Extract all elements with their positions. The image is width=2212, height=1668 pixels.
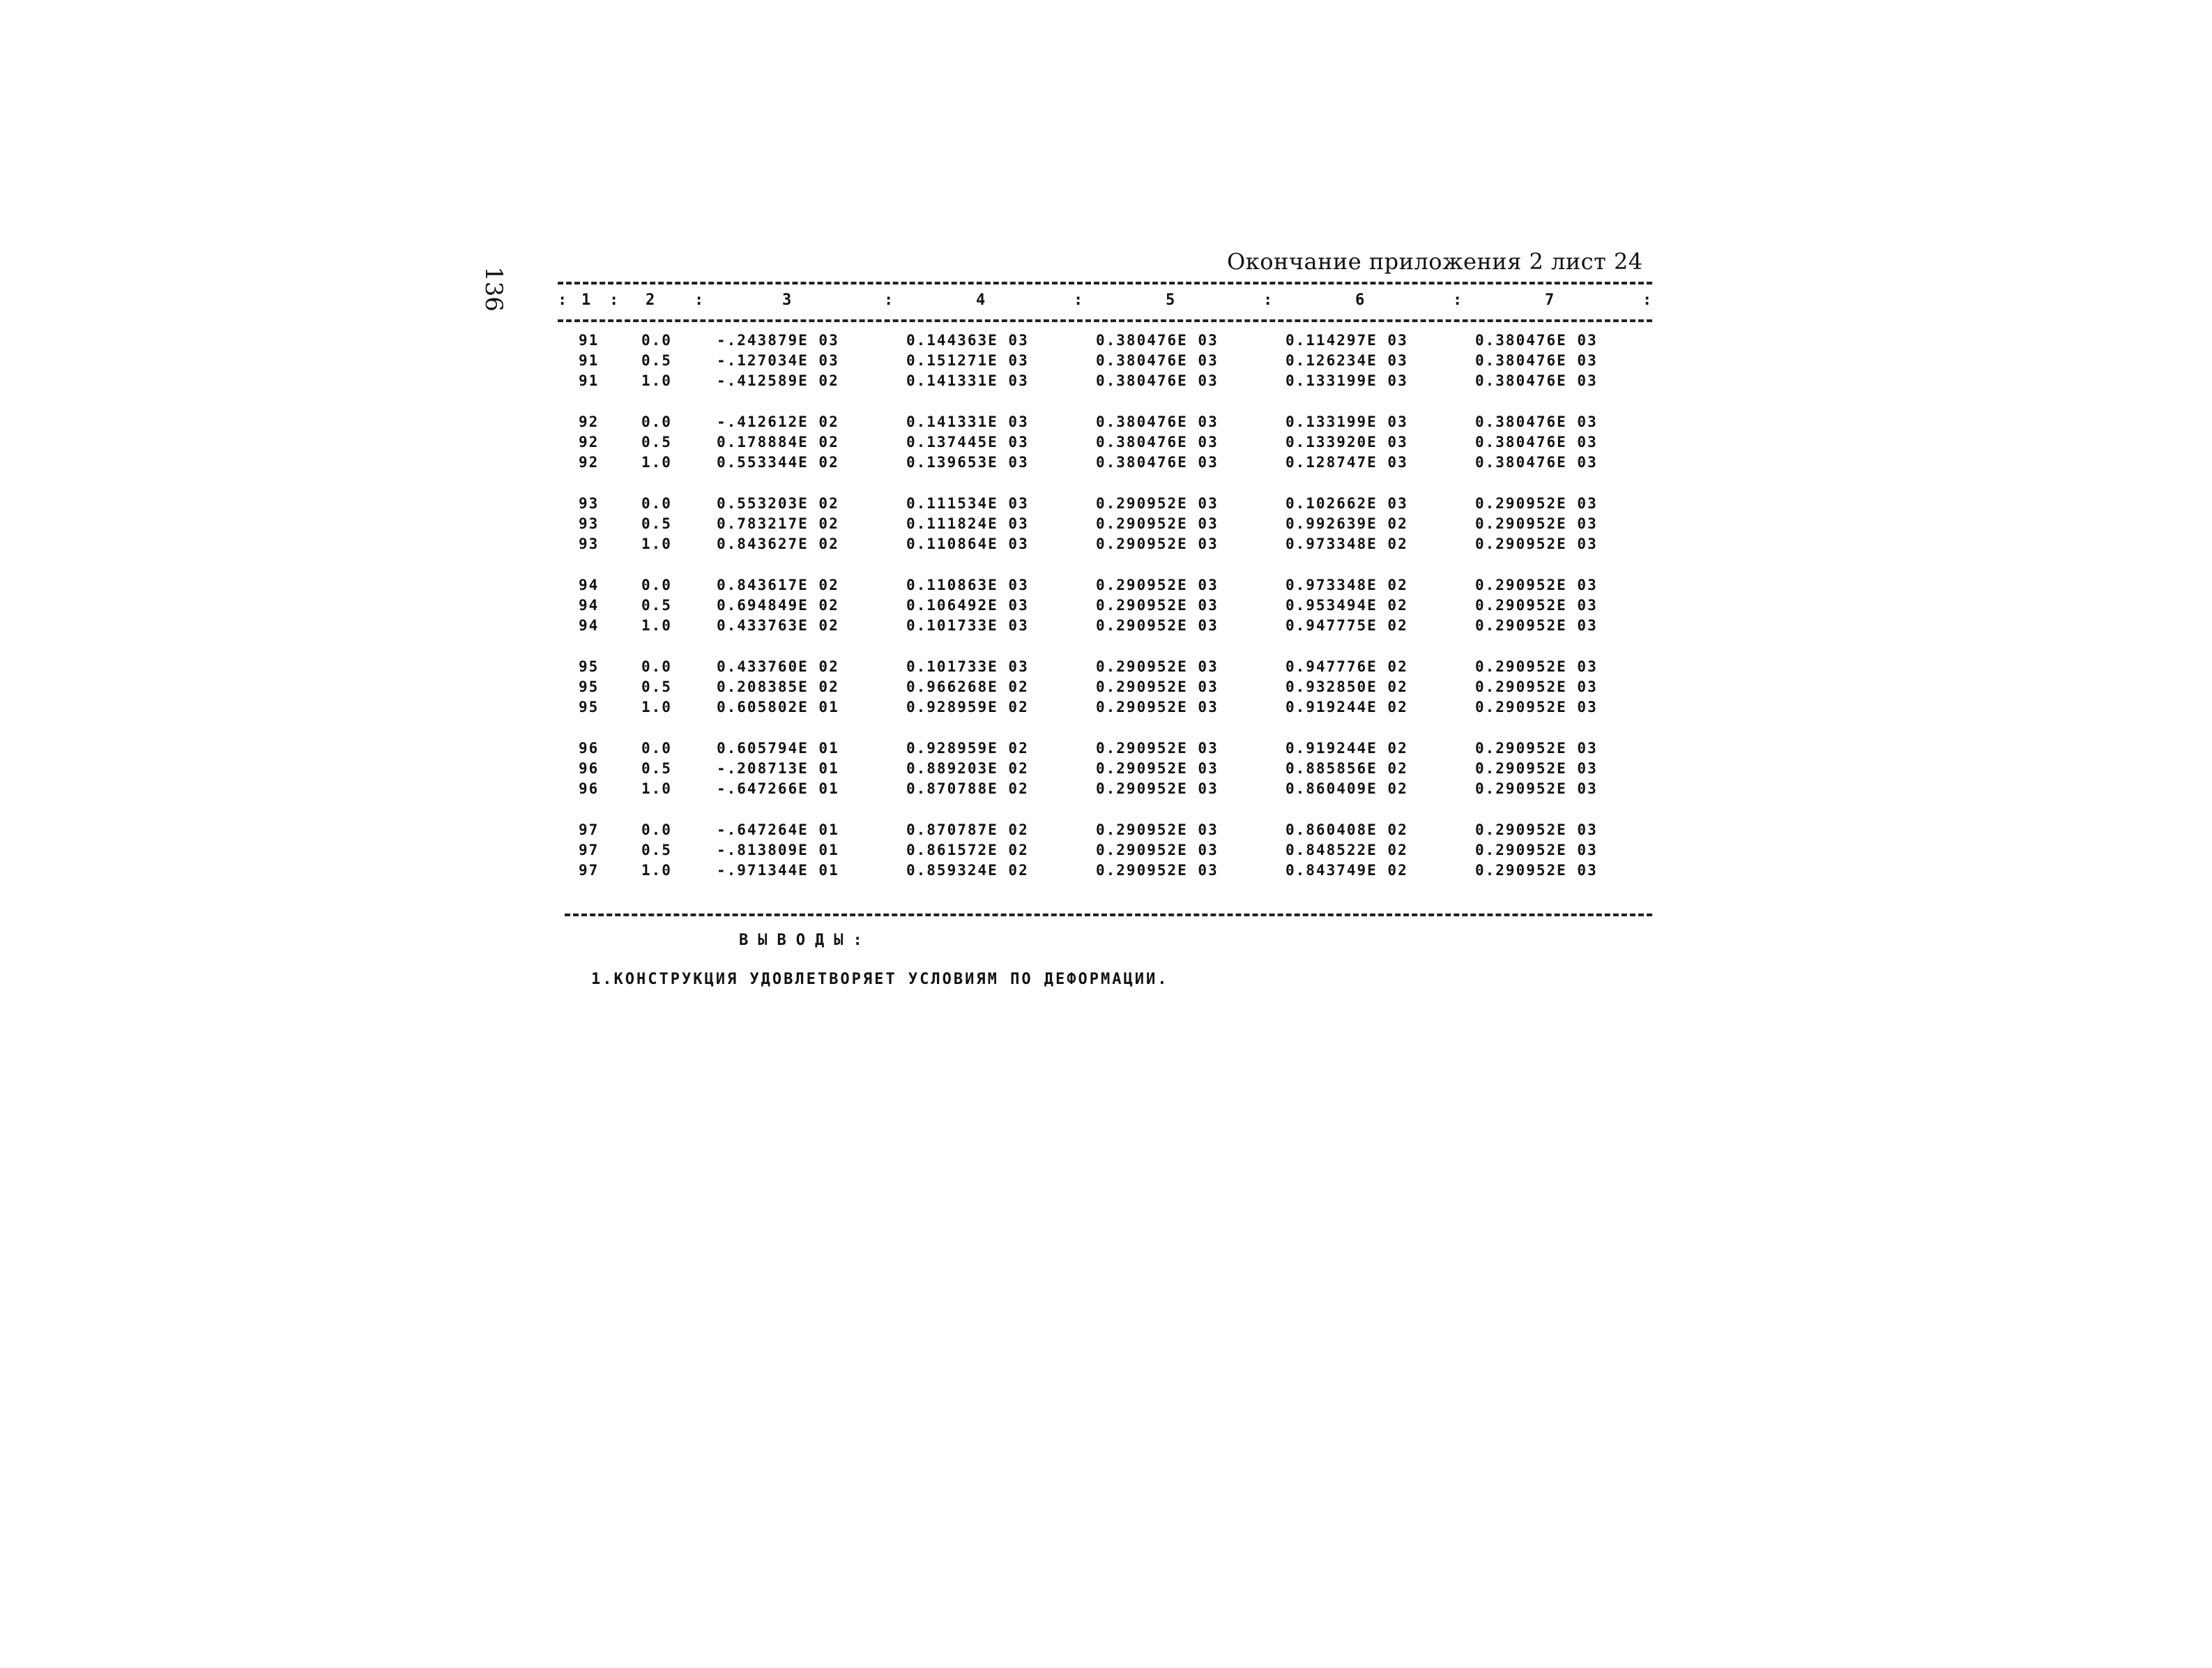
table-cell-col-4: 0.139653E 03 xyxy=(906,454,1029,471)
row-group xyxy=(558,821,1652,882)
table-cell-col-6: 0.973348E 02 xyxy=(1286,536,1408,552)
table-cell-col-7: 0.380476E 03 xyxy=(1475,372,1598,389)
column-separator: : xyxy=(1263,291,1273,309)
table-row xyxy=(558,495,1652,515)
table-cell-col-1: 92 xyxy=(579,414,600,430)
table-cell-col-5: 0.290952E 03 xyxy=(1096,740,1219,757)
table-row xyxy=(558,454,1652,474)
table-cell-col-3: 0.178884E 02 xyxy=(717,434,839,450)
table-cell-col-5: 0.290952E 03 xyxy=(1096,821,1219,838)
column-header-5: 5 xyxy=(1166,291,1175,309)
table-cell-col-7: 0.290952E 03 xyxy=(1475,577,1598,593)
table-cell-col-3: -.647264E 01 xyxy=(717,821,839,838)
table-row xyxy=(558,515,1652,536)
column-separator: : xyxy=(1074,291,1083,309)
bottom-rule xyxy=(565,913,1652,916)
table-cell-col-1: 93 xyxy=(579,536,600,552)
table-cell-col-7: 0.380476E 03 xyxy=(1475,454,1598,471)
table-cell-col-2: 0.0 xyxy=(641,821,672,838)
table-cell-col-7: 0.380476E 03 xyxy=(1475,434,1598,450)
table-cell-col-6: 0.860408E 02 xyxy=(1286,821,1408,838)
table-cell-col-1: 96 xyxy=(579,760,600,777)
table-cell-col-6: 0.848522E 02 xyxy=(1286,842,1408,858)
table-cell-col-7: 0.290952E 03 xyxy=(1475,617,1598,634)
table-cell-col-4: 0.110863E 03 xyxy=(906,577,1029,593)
column-header-3: 3 xyxy=(782,291,792,309)
table-cell-col-5: 0.380476E 03 xyxy=(1096,454,1219,471)
table-cell-col-5: 0.290952E 03 xyxy=(1096,536,1219,552)
table-cell-col-2: 0.5 xyxy=(641,515,672,532)
row-group xyxy=(558,332,1652,393)
table-cell-col-4: 0.966268E 02 xyxy=(906,678,1029,695)
table-cell-col-4: 0.870788E 02 xyxy=(906,780,1029,797)
table-cell-col-3: -.208713E 01 xyxy=(717,760,839,777)
table-cell-col-2: 1.0 xyxy=(641,454,672,471)
table-cell-col-1: 91 xyxy=(579,332,600,349)
table-cell-col-5: 0.290952E 03 xyxy=(1096,515,1219,532)
table-cell-col-7: 0.380476E 03 xyxy=(1475,332,1598,349)
table-cell-col-2: 0.0 xyxy=(641,414,672,430)
table-cell-col-5: 0.290952E 03 xyxy=(1096,842,1219,858)
table-cell-col-2: 0.0 xyxy=(641,332,672,349)
table-cell-col-1: 94 xyxy=(579,577,600,593)
column-header-2: 2 xyxy=(646,291,655,309)
table-cell-col-1: 95 xyxy=(579,658,600,675)
table-cell-col-2: 1.0 xyxy=(641,617,672,634)
results-table xyxy=(558,332,1652,903)
table-cell-col-3: -.647266E 01 xyxy=(717,780,839,797)
table-cell-col-3: 0.843627E 02 xyxy=(717,536,839,552)
table-cell-col-7: 0.290952E 03 xyxy=(1475,678,1598,695)
table-row xyxy=(558,434,1652,454)
table-row xyxy=(558,821,1652,842)
header-rule xyxy=(558,319,1652,322)
table-cell-col-7: 0.290952E 03 xyxy=(1475,862,1598,879)
column-header-row xyxy=(558,291,1652,317)
column-header-7: 7 xyxy=(1545,291,1555,309)
table-cell-col-5: 0.290952E 03 xyxy=(1096,658,1219,675)
table-cell-col-6: 0.992639E 02 xyxy=(1286,515,1408,532)
table-cell-col-3: 0.605794E 01 xyxy=(717,740,839,757)
table-row xyxy=(558,760,1652,780)
table-cell-col-7: 0.290952E 03 xyxy=(1475,821,1598,838)
column-separator: : xyxy=(1453,291,1463,309)
table-cell-col-7: 0.290952E 03 xyxy=(1475,760,1598,777)
table-cell-col-4: 0.859324E 02 xyxy=(906,862,1029,879)
table-cell-col-1: 92 xyxy=(579,454,600,471)
table-cell-col-4: 0.111534E 03 xyxy=(906,495,1029,512)
table-cell-col-4: 0.151271E 03 xyxy=(906,352,1029,369)
column-separator: : xyxy=(1642,291,1652,309)
table-cell-col-1: 92 xyxy=(579,434,600,450)
table-cell-col-6: 0.932850E 02 xyxy=(1286,678,1408,695)
row-group xyxy=(558,414,1652,474)
table-cell-col-1: 96 xyxy=(579,780,600,797)
table-row xyxy=(558,617,1652,637)
table-cell-col-5: 0.290952E 03 xyxy=(1096,617,1219,634)
table-cell-col-1: 95 xyxy=(579,678,600,695)
table-cell-col-6: 0.919244E 02 xyxy=(1286,699,1408,715)
table-cell-col-2: 0.0 xyxy=(641,740,672,757)
header-note: Окончание приложения 2 лист 24 xyxy=(1227,248,1643,275)
table-row xyxy=(558,536,1652,556)
table-cell-col-6: 0.947775E 02 xyxy=(1286,617,1408,634)
table-cell-col-3: 0.843617E 02 xyxy=(717,577,839,593)
column-header-6: 6 xyxy=(1355,291,1365,309)
table-cell-col-1: 93 xyxy=(579,495,600,512)
table-cell-col-3: -.412612E 02 xyxy=(717,414,839,430)
table-cell-col-4: 0.110864E 03 xyxy=(906,536,1029,552)
table-cell-col-4: 0.141331E 03 xyxy=(906,372,1029,389)
top-rule xyxy=(558,282,1652,285)
table-cell-col-4: 0.870787E 02 xyxy=(906,821,1029,838)
table-cell-col-7: 0.290952E 03 xyxy=(1475,842,1598,858)
row-group xyxy=(558,740,1652,801)
column-separator: : xyxy=(694,291,704,309)
table-row xyxy=(558,332,1652,352)
table-cell-col-5: 0.290952E 03 xyxy=(1096,678,1219,695)
table-cell-col-3: 0.553203E 02 xyxy=(717,495,839,512)
table-cell-col-5: 0.290952E 03 xyxy=(1096,597,1219,614)
table-row xyxy=(558,414,1652,434)
conclusions-text: 1.КОНСТРУКЦИЯ УДОВЛЕТВОРЯЕТ УСЛОВИЯМ ПО ДЕФОРМАЦИИ. xyxy=(591,971,1169,988)
table-cell-col-1: 96 xyxy=(579,740,600,757)
table-cell-col-7: 0.290952E 03 xyxy=(1475,740,1598,757)
column-header-4: 4 xyxy=(976,291,986,309)
table-cell-col-7: 0.290952E 03 xyxy=(1475,597,1598,614)
table-cell-col-4: 0.106492E 03 xyxy=(906,597,1029,614)
table-cell-col-1: 97 xyxy=(579,862,600,879)
table-cell-col-6: 0.102662E 03 xyxy=(1286,495,1408,512)
table-cell-col-2: 1.0 xyxy=(641,780,672,797)
table-cell-col-3: 0.605802E 01 xyxy=(717,699,839,715)
table-cell-col-7: 0.290952E 03 xyxy=(1475,495,1598,512)
table-cell-col-1: 94 xyxy=(579,597,600,614)
table-cell-col-6: 0.133199E 03 xyxy=(1286,414,1408,430)
table-cell-col-6: 0.114297E 03 xyxy=(1286,332,1408,349)
table-cell-col-1: 95 xyxy=(579,699,600,715)
row-group xyxy=(558,658,1652,719)
table-cell-col-6: 0.860409E 02 xyxy=(1286,780,1408,797)
table-cell-col-1: 91 xyxy=(579,352,600,369)
table-cell-col-7: 0.380476E 03 xyxy=(1475,352,1598,369)
row-group xyxy=(558,577,1652,637)
table-cell-col-2: 0.5 xyxy=(641,842,672,858)
table-cell-col-3: 0.208385E 02 xyxy=(717,678,839,695)
table-cell-col-2: 1.0 xyxy=(641,862,672,879)
table-cell-col-7: 0.380476E 03 xyxy=(1475,414,1598,430)
table-row xyxy=(558,699,1652,719)
table-cell-col-5: 0.290952E 03 xyxy=(1096,699,1219,715)
table-cell-col-2: 0.5 xyxy=(641,678,672,695)
table-cell-col-4: 0.144363E 03 xyxy=(906,332,1029,349)
table-cell-col-2: 1.0 xyxy=(641,536,672,552)
table-cell-col-1: 97 xyxy=(579,821,600,838)
table-cell-col-5: 0.380476E 03 xyxy=(1096,434,1219,450)
table-cell-col-1: 97 xyxy=(579,842,600,858)
table-cell-col-5: 0.380476E 03 xyxy=(1096,352,1219,369)
table-cell-col-2: 0.5 xyxy=(641,352,672,369)
page-number: 136 xyxy=(480,266,508,312)
table-cell-col-7: 0.290952E 03 xyxy=(1475,699,1598,715)
table-cell-col-6: 0.133920E 03 xyxy=(1286,434,1408,450)
table-row xyxy=(558,842,1652,862)
table-cell-col-4: 0.101733E 03 xyxy=(906,617,1029,634)
table-cell-col-1: 94 xyxy=(579,617,600,634)
table-row xyxy=(558,577,1652,597)
table-cell-col-7: 0.290952E 03 xyxy=(1475,780,1598,797)
table-cell-col-2: 0.0 xyxy=(641,495,672,512)
table-cell-col-7: 0.290952E 03 xyxy=(1475,536,1598,552)
table-cell-col-1: 93 xyxy=(579,515,600,532)
table-cell-col-7: 0.290952E 03 xyxy=(1475,515,1598,532)
table-cell-col-6: 0.126234E 03 xyxy=(1286,352,1408,369)
table-cell-col-4: 0.101733E 03 xyxy=(906,658,1029,675)
table-cell-col-4: 0.889203E 02 xyxy=(906,760,1029,777)
table-cell-col-7: 0.290952E 03 xyxy=(1475,658,1598,675)
table-cell-col-4: 0.928959E 02 xyxy=(906,740,1029,757)
table-row xyxy=(558,862,1652,882)
table-cell-col-6: 0.919244E 02 xyxy=(1286,740,1408,757)
table-cell-col-1: 91 xyxy=(579,372,600,389)
table-cell-col-6: 0.843749E 02 xyxy=(1286,862,1408,879)
table-row xyxy=(558,678,1652,699)
table-cell-col-4: 0.111824E 03 xyxy=(906,515,1029,532)
row-group xyxy=(558,495,1652,556)
column-separator: : xyxy=(609,291,619,309)
table-cell-col-3: 0.433763E 02 xyxy=(717,617,839,634)
table-cell-col-3: 0.553344E 02 xyxy=(717,454,839,471)
table-cell-col-2: 0.0 xyxy=(641,577,672,593)
table-cell-col-6: 0.885856E 02 xyxy=(1286,760,1408,777)
table-row xyxy=(558,372,1652,393)
table-cell-col-3: 0.783217E 02 xyxy=(717,515,839,532)
table-cell-col-6: 0.947776E 02 xyxy=(1286,658,1408,675)
table-cell-col-3: -.127034E 03 xyxy=(717,352,839,369)
table-cell-col-2: 1.0 xyxy=(641,699,672,715)
table-row xyxy=(558,352,1652,372)
table-row xyxy=(558,740,1652,760)
table-cell-col-3: 0.433760E 02 xyxy=(717,658,839,675)
table-cell-col-5: 0.380476E 03 xyxy=(1096,372,1219,389)
table-cell-col-2: 0.0 xyxy=(641,658,672,675)
table-cell-col-6: 0.133199E 03 xyxy=(1286,372,1408,389)
table-cell-col-5: 0.290952E 03 xyxy=(1096,577,1219,593)
column-separator: : xyxy=(558,291,567,309)
table-cell-col-2: 1.0 xyxy=(641,372,672,389)
table-cell-col-3: -.971344E 01 xyxy=(717,862,839,879)
table-cell-col-6: 0.128747E 03 xyxy=(1286,454,1408,471)
table-cell-col-5: 0.290952E 03 xyxy=(1096,495,1219,512)
table-cell-col-5: 0.380476E 03 xyxy=(1096,414,1219,430)
table-cell-col-4: 0.137445E 03 xyxy=(906,434,1029,450)
table-cell-col-4: 0.141331E 03 xyxy=(906,414,1029,430)
table-cell-col-2: 0.5 xyxy=(641,434,672,450)
table-cell-col-5: 0.290952E 03 xyxy=(1096,760,1219,777)
table-cell-col-4: 0.928959E 02 xyxy=(906,699,1029,715)
table-cell-col-6: 0.973348E 02 xyxy=(1286,577,1408,593)
table-cell-col-5: 0.380476E 03 xyxy=(1096,332,1219,349)
table-cell-col-5: 0.290952E 03 xyxy=(1096,862,1219,879)
column-separator: : xyxy=(884,291,894,309)
table-cell-col-3: -.243879E 03 xyxy=(717,332,839,349)
table-cell-col-2: 0.5 xyxy=(641,597,672,614)
table-cell-col-3: -.412589E 02 xyxy=(717,372,839,389)
table-cell-col-2: 0.5 xyxy=(641,760,672,777)
table-row xyxy=(558,597,1652,617)
conclusions-title: ВЫВОДЫ: xyxy=(739,932,872,949)
table-cell-col-3: -.813809E 01 xyxy=(717,842,839,858)
table-cell-col-5: 0.290952E 03 xyxy=(1096,780,1219,797)
table-cell-col-3: 0.694849E 02 xyxy=(717,597,839,614)
table-cell-col-6: 0.953494E 02 xyxy=(1286,597,1408,614)
table-cell-col-4: 0.861572E 02 xyxy=(906,842,1029,858)
column-header-1: 1 xyxy=(581,291,591,309)
table-row xyxy=(558,780,1652,801)
table-row xyxy=(558,658,1652,678)
